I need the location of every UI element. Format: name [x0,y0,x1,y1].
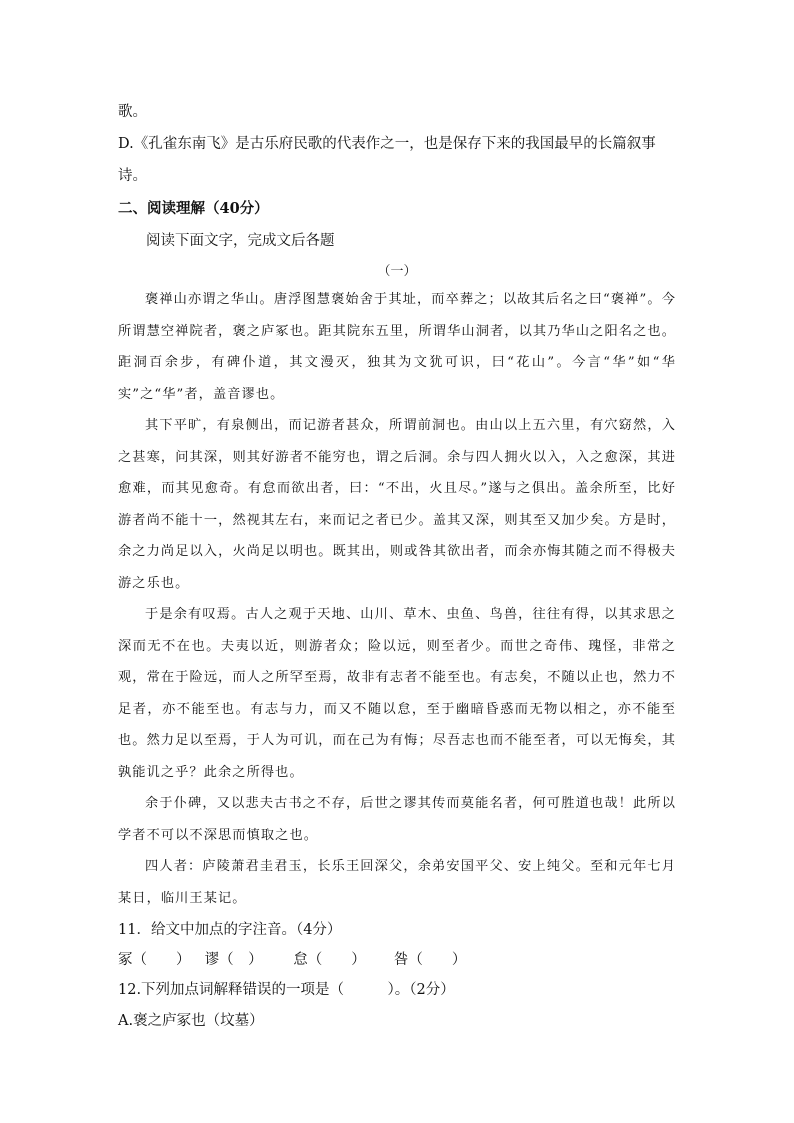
passage-paragraph: 其下平旷，有泉侧出，而记游者甚众，所谓前洞也。由山以上五六里，有穴窈然，入之甚寒，问其深，则其好游者不能穷也，谓之后洞。余与四人拥火以入，入之愈深，其进愈难，而其见愈奇。有怠而欲出者，曰：“不出，火且尽。”遂与之俱出。盖余所至，比好游者尚不能十一，然视其左右，来而记之者已少。盖其又深，则其至又加少矣。方是时，余之力尚足以入，火尚足以明也。既其出，则或咎其欲出者，而余亦悔其随之而不得极夫游之乐也。 [118,418,676,591]
text-line: 诗。 [118,168,147,184]
pinyin-blank: 冢（ ） [118,952,191,968]
text-line: D.《孔雀东南飞》是古乐府民歌的代表作之一，也是保存下来的我国最早的长篇叙事 [118,136,656,152]
question-12-option-a: A.褒之庐冢也（坟墓） [118,1013,264,1029]
question-11-blanks [118,948,466,969]
instruction: 阅读下面文字，完成文后各题 [146,233,335,249]
text-line: 歌。 [118,104,147,120]
passage-number: （一） [377,264,417,279]
pinyin-blank: 咎（ ） [393,952,467,968]
passage-paragraph: 褒禅山亦谓之华山。唐浮图慧褒始舍于其址，而卒葬之；以故其后名之曰“褒禅”。今所谓慧空禅院者，褒之庐冢也。距其院东五里，所谓华山洞者，以其乃华山之阳名之也。距洞百余步，有碑仆道，其文漫灭，独其为文犹可识，曰“花山”。今言“华”如“华实”之“华”者，盖音谬也。 [118,292,676,402]
question-11-stem: 11．给文中加点的字注音。（4分） [118,922,342,938]
passage-paragraph: 四人者：庐陵萧君圭君玉，长乐王回深父，余弟安国平父、安上纯父。至和元年七月某日，临川王某记。 [118,859,676,906]
pinyin-blank: 谬（ ） [204,952,263,968]
question-12-stem: 12.下列加点词解释错误的一项是（ ）。（2分） [118,982,455,998]
passage-paragraph: 于是余有叹焉。古人之观于天地、山川、草木、虫鱼、鸟兽，往往有得，以其求思之深而无不在也。夫夷以近，则游者众；险以远，则至者少。而世之奇伟、瑰怪，非常之观，常在于险远，而人之所罕至焉，故非有志者不能至也。有志矣，不随以止也，然力不足者，亦不能至也。有志与力，而又不随以怠，至于幽暗昏惑而无物以相之，亦不能至也。然力足以至焉，于人为可讥，而在己为有悔；尽吾志也而不能至者，可以无悔矣，其孰能讥之乎？此余之所得也。 [118,607,676,780]
pinyin-blank: 怠（ ） [293,952,366,968]
section-heading: 二、阅读理解（40分） [118,200,269,217]
passage-paragraph: 余于仆碑，又以悲夫古书之不存，后世之谬其传而莫能名者，何可胜道也哉！此所以学者不可以不深思而慎取之也。 [118,796,676,843]
